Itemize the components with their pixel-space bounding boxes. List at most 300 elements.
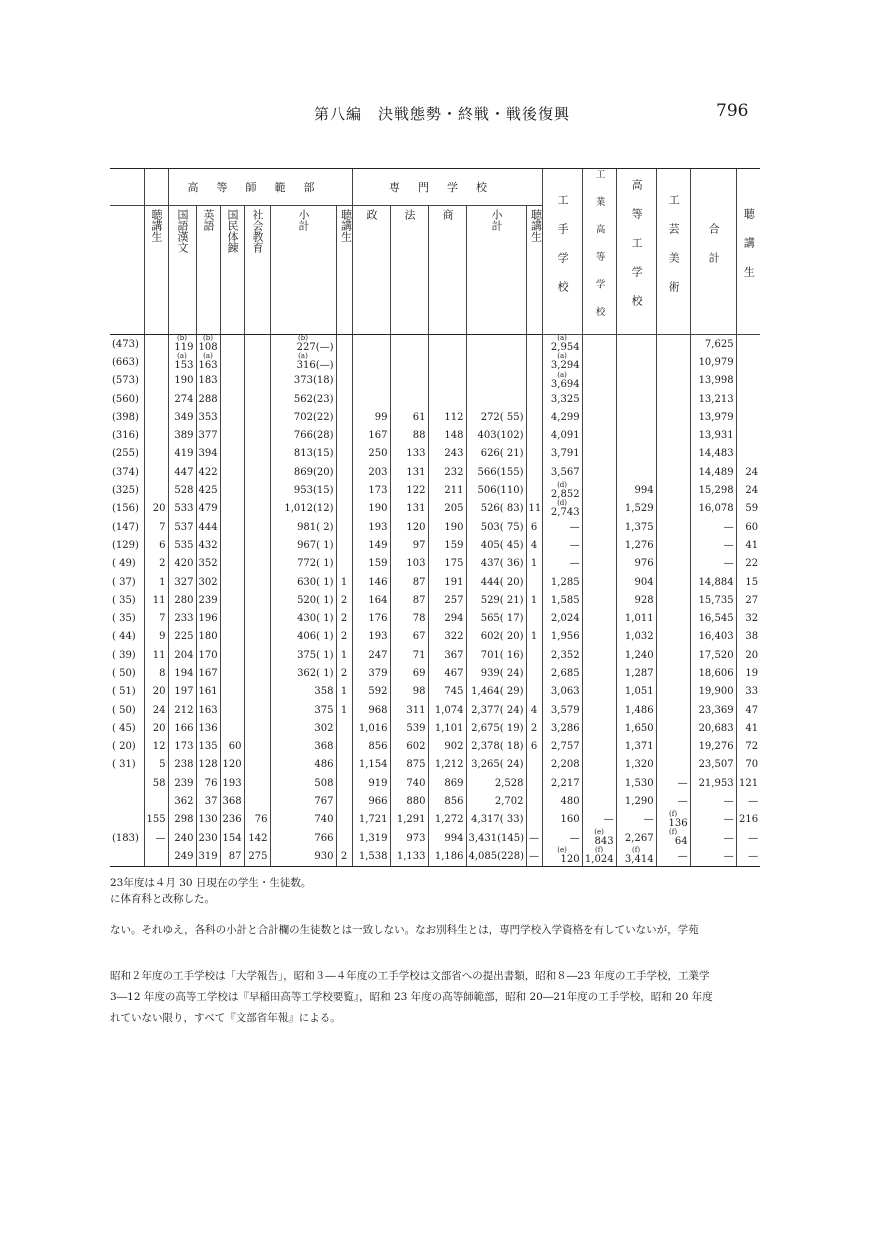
table-cell [582,646,616,664]
table-cell [390,463,428,481]
cell-value: 1,956 [550,631,580,643]
cell-value: 375( 1) [297,649,334,661]
cell-value: 108 [198,342,218,354]
table-cell [428,646,466,664]
table-cell [466,774,526,792]
table-cell [466,683,526,701]
table-cell [582,555,616,573]
cell-value: — [569,558,580,570]
table-cell [110,829,144,847]
cell-value: 520( 1) [297,594,334,606]
table-cell [244,426,270,444]
table-cell [168,719,196,737]
table-cell [736,719,760,737]
cell-value: 1,464( 29) [471,686,524,698]
cell-value: 193 [368,521,388,533]
table-cell [244,518,270,536]
cell-value: 2,377( 24) [471,704,524,716]
cell-value: — [723,850,734,862]
table-cell [616,683,656,701]
table-cell [168,683,196,701]
table-cell [428,683,466,701]
cell-value: 61 [412,411,426,423]
table-cell [582,573,616,591]
table-cell [736,426,760,444]
table-cell [270,445,336,463]
cell-value: 856 [368,741,388,753]
cell-value: 128 [198,759,218,771]
table-cell [270,573,336,591]
table-cell [110,518,144,536]
table-cell [270,463,336,481]
table-cell [690,628,736,646]
table-cell [352,408,390,426]
cell-value: 97 [412,539,426,551]
table-cell [168,701,196,719]
cell-value: 626( 21) [480,448,524,460]
table-cell [352,774,390,792]
cell-value: 919 [368,777,388,789]
table-cell [220,353,244,371]
table-cell [656,646,690,664]
cell-value: 1,133 [396,850,426,862]
cell-value: 15,735 [698,594,734,606]
table-cell [168,792,196,810]
cell-value: (573) [112,375,139,387]
table-cell [196,426,220,444]
table-cell [336,463,352,481]
cell-value: (398) [112,411,139,423]
cell-value: 349 [174,411,194,423]
table-cell [656,683,690,701]
table-cell [466,408,526,426]
cell-value: 216 [738,814,759,826]
table-cell [736,811,760,829]
cell-value: 2 [340,613,348,625]
table-cell [736,646,760,664]
cell-value: 967( 1) [297,539,334,551]
cell-value: 2,352 [550,649,580,661]
cell-value: 148 [444,430,464,442]
table-cell [616,829,656,847]
table-cell [270,774,336,792]
cell-value: ( 50) [112,704,136,716]
cell-value: 6 [159,539,166,551]
table-cell [196,609,220,627]
table-cell [390,408,428,426]
cell-value: 4,299 [550,411,580,423]
cell-value: 533 [174,503,194,515]
table-cell [220,646,244,664]
cell-value: 1,101 [434,722,464,734]
table-cell [144,390,168,408]
cell-value: 526( 83) [480,503,524,515]
cell-value: 880 [406,796,426,808]
table-row [110,555,760,573]
table-cell [582,774,616,792]
table-cell [466,756,526,774]
col-header: 高等工学校 [616,169,656,335]
table-cell [428,756,466,774]
table-cell [196,628,220,646]
table-cell [336,701,352,719]
table-cell [168,847,196,866]
cell-value: 19 [745,667,759,679]
cell-value: 163 [198,360,218,372]
cell-note-mark: (e) [557,846,567,855]
cell-value: — [723,539,734,551]
cell-value: 766 [314,832,334,844]
table-cell [656,445,690,463]
cell-value: 2 [340,594,348,606]
table-cell [168,408,196,426]
table-cell [352,536,390,554]
cell-value: 2,743 [550,506,580,518]
table-cell [616,481,656,499]
table-cell [526,628,542,646]
cell-value: 146 [368,576,388,588]
cell-value: 3,431(145) [468,832,525,844]
table-cell [144,591,168,609]
table-cell [428,664,466,682]
table-cell [220,390,244,408]
cell-value: 167 [368,430,388,442]
table-cell [196,500,220,518]
table-cell [390,811,428,829]
table-cell [542,555,582,573]
table-cell [656,353,690,371]
table-cell [144,335,168,354]
cell-note-mark: (f) [669,809,678,818]
table-cell [352,683,390,701]
table-cell [110,390,144,408]
cell-value: 3,325 [550,393,580,405]
table-cell [582,829,616,847]
table-cell [144,372,168,390]
table-cell [466,792,526,810]
table-cell [144,481,168,499]
table-cell [220,683,244,701]
table-row [110,536,760,554]
cell-value: 930 [314,850,334,862]
table-row [110,847,760,866]
cell-value: 71 [412,649,426,661]
table-cell [390,372,428,390]
table-cell [690,536,736,554]
cell-value: 190 [174,375,194,387]
table-cell [336,335,352,354]
table-cell [144,500,168,518]
cell-value: 2 [340,667,348,679]
table-cell [690,719,736,737]
table-cell [428,353,466,371]
cell-value: 23,369 [698,704,734,716]
table-cell [736,555,760,573]
table-row [110,500,760,518]
cell-value: 973 [406,832,426,844]
cell-value: (183) [112,832,139,844]
table-cell [220,829,244,847]
cell-value: 1,721 [358,814,388,826]
cell-value: ( 35) [112,594,136,606]
table-cell [542,719,582,737]
table-cell [428,463,466,481]
table-cell [526,719,542,737]
col-header: 小計 [466,206,526,335]
col-header: 工業高等学校 [582,169,616,335]
table-cell [582,811,616,829]
cell-value: 69 [412,667,426,679]
cell-value: 10,979 [698,356,734,368]
cell-value: 368 [314,741,334,753]
table-cell [526,445,542,463]
table-cell [690,573,736,591]
table-cell [336,372,352,390]
table-cell [582,372,616,390]
table-cell [220,536,244,554]
table-cell [144,683,168,701]
cell-value: 539 [406,722,426,734]
cell-value: 302 [198,576,218,588]
table-cell [526,372,542,390]
table-cell [390,591,428,609]
table-cell [336,408,352,426]
cell-note-mark: (a) [557,334,567,343]
table-row [110,573,760,591]
table-cell [110,372,144,390]
table-cell [110,335,144,354]
table-cell [526,536,542,554]
table-cell [144,829,168,847]
table-cell [390,756,428,774]
col-header: 工手学校 [542,169,582,335]
table-cell [244,591,270,609]
table-cell [196,555,220,573]
table-cell [144,555,168,573]
table-row [110,390,760,408]
table-cell [690,847,736,866]
cell-value: 67 [412,631,426,643]
cell-value: 1,074 [434,704,464,716]
table-cell [352,353,390,371]
cell-note-mark: (a) [557,370,567,379]
cell-value: 13,979 [698,411,734,423]
table-cell [196,664,220,682]
cell-value: 566(155) [477,466,524,478]
cell-value: 1,272 [434,814,464,826]
table-cell [582,683,616,701]
footnote-line: に体育科と改称した。 [110,893,215,905]
table-cell [390,335,428,354]
table-cell [690,463,736,481]
table-cell [390,573,428,591]
table-cell [196,573,220,591]
table-cell [336,573,352,591]
table-cell [336,591,352,609]
cell-value: 358 [314,686,334,698]
table-cell [526,646,542,664]
table-cell [220,463,244,481]
table-cell [390,792,428,810]
cell-note-mark: (d) [557,480,568,489]
table-row [110,829,760,847]
table-cell [466,829,526,847]
table-cell [428,518,466,536]
table-cell [526,518,542,536]
table-cell [336,756,352,774]
cell-note-mark: (a) [203,352,213,361]
cell-value: 20,683 [698,722,734,734]
table-cell [736,573,760,591]
cell-value: 506(110) [477,485,524,497]
table-cell [656,536,690,554]
col-header: 国語漢文 [168,206,196,335]
cell-value: 119 [174,342,194,354]
table-cell [244,372,270,390]
table-cell [352,756,390,774]
cell-value: (129) [112,539,139,551]
table-cell [526,426,542,444]
cell-value: 368 [222,796,242,808]
table-cell [336,664,352,682]
cell-value: 740 [406,777,426,789]
table-cell [428,555,466,573]
cell-value: ( 20) [112,741,136,753]
table-cell [110,774,144,792]
table-cell [196,335,220,354]
cell-value: 194 [174,667,194,679]
cell-value: 20 [745,649,759,661]
table-cell [270,792,336,810]
table-cell [168,555,196,573]
cell-value: 19,900 [698,686,734,698]
cell-value: 562(23) [293,393,334,405]
table-cell [196,719,220,737]
cell-value: 767 [314,796,334,808]
footnote-line: 3―12 年度の高等工学校は『早稲田高等工学校要覧』，昭和 23 年度の高等師範部，昭和 20―21年度の工手学校，昭和 20 年度 [110,991,713,1003]
table-cell [656,500,690,518]
table-cell [428,811,466,829]
table-cell [390,719,428,737]
cell-value: 294 [444,613,464,625]
cell-value: 225 [174,631,194,643]
table-cell [616,445,656,463]
table-cell [390,500,428,518]
table-cell [616,609,656,627]
table-cell [144,573,168,591]
table-cell [336,426,352,444]
table-cell [110,792,144,810]
footnote-line: れていない限り，すべて『文部省年報』による。 [110,1012,341,1024]
table-cell [736,463,760,481]
cell-value: 15,298 [698,485,734,497]
cell-value: 7 [159,613,166,625]
table-cell [196,390,220,408]
table-cell [390,683,428,701]
table-cell [466,463,526,481]
cell-value: — [569,832,580,844]
cell-value: 136 [198,722,218,734]
cell-value: 190 [444,521,464,533]
table-cell [582,847,616,866]
table-cell [144,445,168,463]
table-cell [352,481,390,499]
table-cell [196,445,220,463]
table-cell [168,756,196,774]
table-cell [110,628,144,646]
table-cell [390,664,428,682]
cell-value: — [569,539,580,551]
cell-note-mark: (f) [632,846,641,855]
cell-value: 444 [198,521,218,533]
table-cell [168,829,196,847]
cell-note-mark: (f) [669,828,678,837]
table-cell [110,811,144,829]
table-cell [542,481,582,499]
cell-value: 180 [198,631,218,643]
table-row [110,353,760,371]
cell-value: 274 [174,393,194,405]
table-cell [144,664,168,682]
table-cell [616,811,656,829]
table-cell [220,738,244,756]
table-row [110,609,760,627]
table-cell [270,536,336,554]
cell-value: 14,884 [698,576,734,588]
table-cell [466,609,526,627]
table-cell [168,481,196,499]
table-cell [336,719,352,737]
cell-value: 99 [374,411,388,423]
table-cell [428,591,466,609]
cell-value: 33 [745,686,759,698]
table-cell [220,774,244,792]
cell-value: — [603,814,614,826]
table-cell [336,353,352,371]
table-cell [656,463,690,481]
table-row [110,792,760,810]
cell-value: 362( 1) [297,667,334,679]
table-cell [542,683,582,701]
cell-value: 319 [198,850,218,862]
cell-value: 161 [198,686,218,698]
cell-value: 843 [594,836,614,848]
table-cell [656,701,690,719]
table-cell [466,646,526,664]
table-row [110,738,760,756]
table-cell [168,664,196,682]
table-cell [168,609,196,627]
footnote-line: 昭和２年度の工手学校は「大学報告」，昭和３―４年度の工手学校は文部省への提出書類，昭和８―23 年度の工手学校，工業学 [110,970,710,982]
cell-value: — [723,521,734,533]
cell-value: 869(20) [293,466,334,478]
cell-value: 23,507 [698,759,734,771]
table-cell [220,628,244,646]
table-cell [244,555,270,573]
table-cell [736,536,760,554]
table-cell [690,646,736,664]
cell-value: 856 [444,796,464,808]
cell-value: 27 [745,594,759,606]
table-cell [526,591,542,609]
table-cell [466,426,526,444]
table-cell [270,481,336,499]
table-cell [270,628,336,646]
table-cell [466,738,526,756]
table-cell [582,756,616,774]
cell-value: 4,317( 33) [471,814,524,826]
table-cell [244,847,270,866]
